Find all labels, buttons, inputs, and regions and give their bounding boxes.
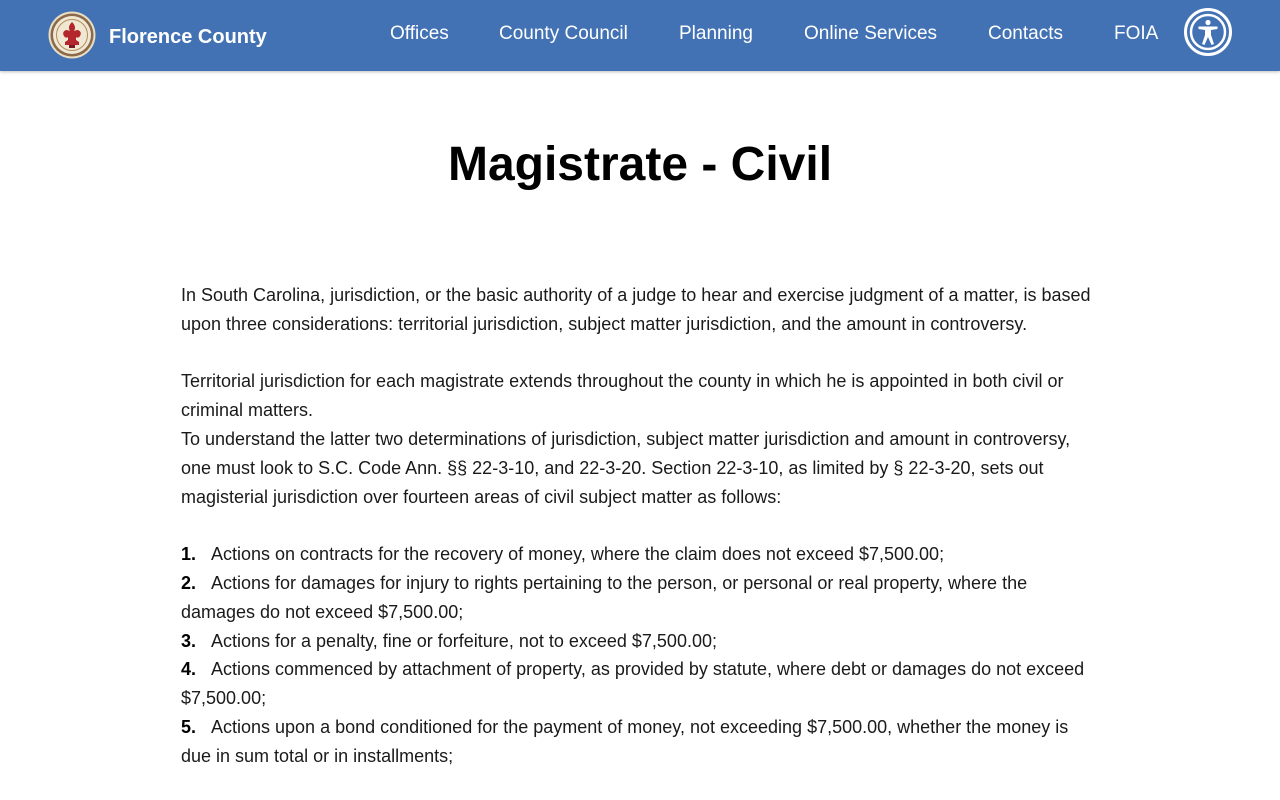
list-item: 2. Actions for damages for injury to rights pertaining to the person, or personal or real property, where the damages do not exceed $7,500.00; <box>181 572 1028 622</box>
list-item: 3. Actions for a penalty, fine or forfeiture, not to exceed $7,500.00; <box>181 630 717 651</box>
jurisdiction-list <box>181 540 1101 770</box>
top-navigation-bar <box>0 0 1280 71</box>
accessibility-icon[interactable] <box>1184 8 1232 56</box>
nav-online-services[interactable]: Online Services <box>804 23 938 44</box>
territorial-paragraph: Territorial jurisdiction for each magistrate extends throughout the county in which he is appointed in both civil or criminal matters. <box>181 371 1064 421</box>
article-body <box>181 281 1101 771</box>
nav-offices[interactable]: Offices <box>390 23 449 44</box>
list-item: 4. Actions commenced by attachment of property, as provided by statute, where debt or damages do not exceed $7,500.00; <box>181 659 1085 709</box>
site-name: Florence County <box>109 25 267 48</box>
county-seal-icon <box>48 11 96 59</box>
intro-paragraph: In South Carolina, jurisdiction, or the basic authority of a judge to hear and exercise judgment of a matter, is based upon three considerations: territorial jurisdiction, subject matter jurisdiction, and the amount in controversy. <box>181 285 1091 334</box>
list-item: 5. Actions upon a bond conditioned for the payment of money, not exceeding $7,500.00, whether the money is due in sum total or in installments; <box>181 716 1069 766</box>
nav-contacts[interactable]: Contacts <box>988 23 1063 44</box>
nav-planning[interactable]: Planning <box>679 23 753 44</box>
page-title: Magistrate - Civil <box>447 138 833 191</box>
nav-foia[interactable]: FOIA <box>1114 23 1159 44</box>
home-link[interactable] <box>48 11 267 59</box>
nav-county-council[interactable]: County Council <box>499 23 628 44</box>
subject-matter-paragraph: To understand the latter two determinations of jurisdiction, subject matter jurisdiction and amount in controversy, one must look to S.C. Code Ann. §§ 22-3-10, and 22-3-20. Section 22-3-10, as limited by § 22-3-20, sets out magisterial jurisdiction over fourteen areas of civil subject matter as follows: <box>181 428 1071 507</box>
list-item: 1. Actions on contracts for the recovery of money, where the claim does not exceed $7,500.00; <box>181 544 945 565</box>
